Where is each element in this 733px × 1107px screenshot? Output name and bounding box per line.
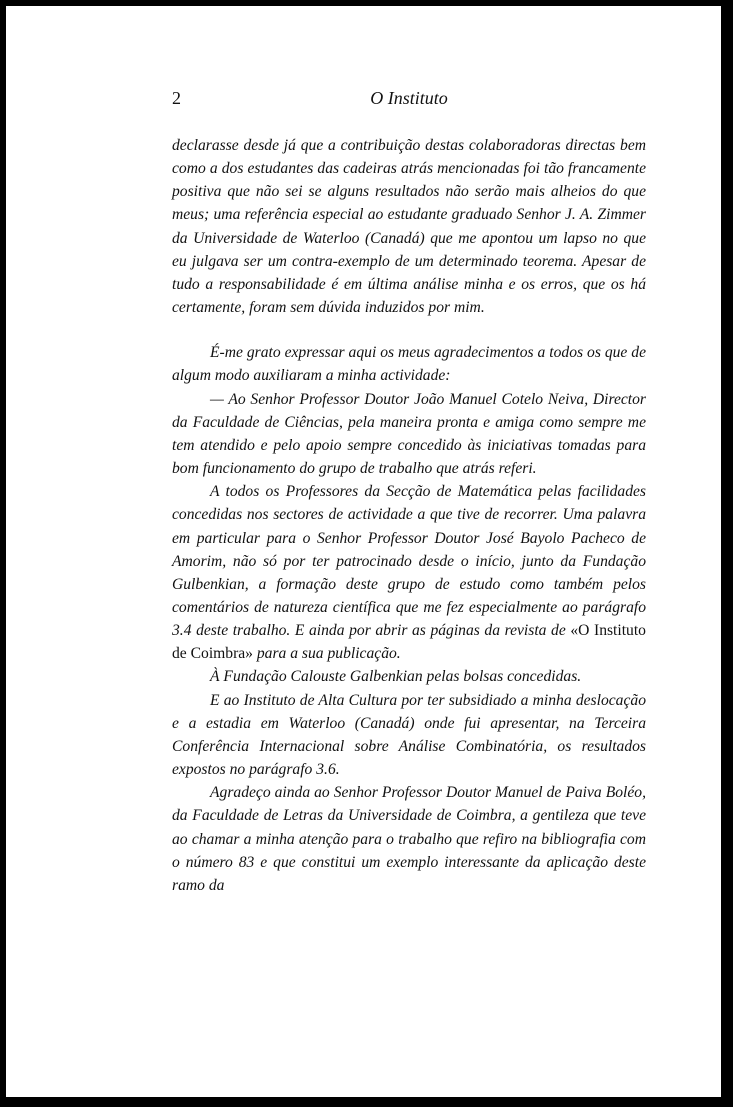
paragraph-acknowledgements-intro: É-me grato expressar aqui os meus agradecimentos a todos os que de algum modo auxiliaram a minha actividade: xyxy=(172,344,646,385)
paragraph-thanks-director: — Ao Senhor Professor Doutor João Manuel Cotelo Neiva, Director da Faculdade de Ciências, pela maneira pronta e amiga como sempre me tem atendido e pelo apoio sempre concedido às iniciativas tomadas para bom funcionamento do grupo de trabalho que atrás referi. xyxy=(172,390,646,478)
body-text xyxy=(172,134,646,897)
journal-title: «O Instituto de Coimbra» xyxy=(172,622,646,663)
paragraph-thanks-gulbenkian: À Fundação Calouste Galbenkian pelas bolsas concedidas. xyxy=(210,668,582,686)
page-header xyxy=(172,88,646,116)
paragraph-thanks-alta-cultura: E ao Instituto de Alta Cultura por ter subsidiado a minha deslocação e a estadia em Waterloo (Canadá) onde fui apresentar, na Terceira Conferência Internacional sobre Análise Combinatória, os resultados expostos no parágrafo 3.6. xyxy=(172,691,646,779)
thanks-professors-text: A todos os Professores da Secção de Matemática pelas facilidades concedidas nos sectores de actividade a que tive de recorrer. Uma palavra em particular para o Senhor Professor Doutor José Bayolo Pacheco de Amorim, não só por ter patrocinado desde o início, junto da Fundação Gulbenkian, a formação deste grupo de estudo como também pelos comentários de natureza científica que me fez especialmente ao parágrafo 3.4 deste trabalho. E ainda por abrir as páginas da revista de xyxy=(172,483,646,640)
thanks-professors-end: para a sua publicação. xyxy=(252,645,401,663)
page-number: 2 xyxy=(172,88,181,108)
paragraph-thanks-paiva-boleo: Agradeço ainda ao Senhor Professor Doutor Manuel de Paiva Boléo, da Faculdade de Letras da Universidade de Coimbra, a gentileza que teve ao chamar a minha atenção para o trabalho que refiro na bibliografia com o número 83 e que constitui um exemplo interessante da aplicação deste ramo da xyxy=(172,784,646,894)
paragraph-thanks-professors xyxy=(172,480,646,665)
running-title: O Instituto xyxy=(370,88,448,108)
document-page xyxy=(6,6,721,1097)
paragraph-contributions: declarasse desde já que a contribuição destas colaboradoras directas bem como a dos estudantes das cadeiras atrás mencionadas foi tão francamente positiva que não sei se alguns resultados não serão mais alheios do que meus; uma referência especial ao estudante graduado Senhor J. A. Zimmer da Universidade de Waterloo (Canadá) que me apontou um lapso no que eu julgava ser um contra-exemplo de um determinado teorema. Apesar de tudo a responsabilidade é em última análise minha e os erros, que os há certamente, foram sem dúvida induzidos por mim. xyxy=(172,137,646,317)
